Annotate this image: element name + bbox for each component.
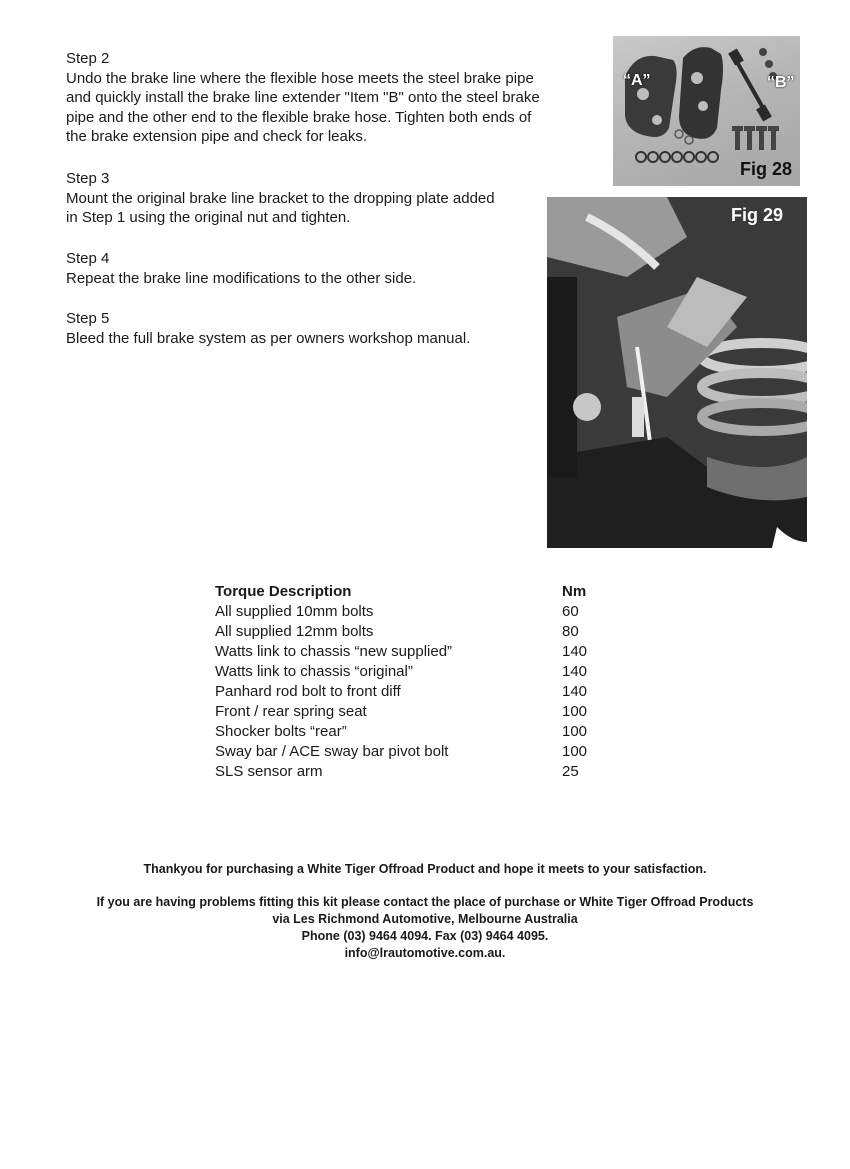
step-3-line-2: in Step 1 using the original nut and tighten. <box>66 209 351 226</box>
table-row <box>215 762 622 782</box>
torque-row-description: Front / rear spring seat <box>215 703 367 720</box>
torque-row-value: 60 <box>562 603 579 620</box>
fig-29-photo <box>547 197 807 548</box>
step-4 <box>66 249 601 288</box>
step-5-line-1: Bleed the full brake system as per owners workshop manual. <box>66 329 471 347</box>
step-5 <box>66 309 601 348</box>
footer-thanks-text: Thankyou for purchasing a White Tiger Offroad Product and hope it meets to your satisfaction. <box>143 862 707 876</box>
table-row <box>215 742 622 762</box>
torque-row-value: 80 <box>562 623 579 640</box>
step-3-line-1: Mount the original brake line bracket to the dropping plate added <box>66 189 495 207</box>
table-row <box>215 702 622 722</box>
torque-table-header <box>215 582 622 602</box>
torque-row-description: SLS sensor arm <box>215 763 323 780</box>
step-2-line-2: and quickly install the brake line extender "Item "B" onto the steel brake <box>66 89 540 106</box>
step-4-heading: Step 4 <box>66 250 110 267</box>
torque-row-value: 100 <box>562 723 588 740</box>
step-3-heading: Step 3 <box>66 170 110 187</box>
torque-row-description: Watts link to chassis “original” <box>215 663 413 680</box>
table-row <box>215 722 622 742</box>
fig-28-photo <box>613 36 800 186</box>
step-2-line-3: pipe and the other end to the flexible brake hose. Tighten both ends of <box>66 108 532 126</box>
torque-row-description: All supplied 12mm bolts <box>215 623 374 640</box>
table-row <box>215 622 622 642</box>
torque-row-value: 140 <box>562 683 588 700</box>
footer-contact <box>0 894 850 962</box>
step-5-heading: Step 5 <box>66 310 110 327</box>
torque-header-nm: Nm <box>562 583 587 600</box>
table-row <box>215 602 622 622</box>
step-4-line-1: Repeat the brake line modifications to the other side. <box>66 269 417 287</box>
fig-29-caption: Fig 29 <box>730 205 783 225</box>
step-2-line-4: the brake extension pipe and check for leaks. <box>66 128 368 145</box>
torque-row-value: 100 <box>562 703 588 720</box>
torque-row-description: Shocker bolts “rear” <box>215 723 347 740</box>
torque-row-value: 100 <box>562 743 588 760</box>
torque-row-value: 140 <box>562 663 588 680</box>
step-3 <box>66 169 601 228</box>
table-row <box>215 642 622 662</box>
footer-thanks <box>0 861 850 878</box>
footer-contact-line-3: Phone (03) 9464 4094. Fax (03) 9464 4095. <box>301 929 549 943</box>
footer-contact-line-1: If you are having problems fitting this kit please contact the place of purchase or White Tiger Offroad Products <box>96 895 754 909</box>
footer-contact-line-2: via Les Richmond Automotive, Melbourne Australia <box>272 912 578 926</box>
fig-28-label-a: “A” <box>623 72 651 89</box>
footer-contact-email[interactable]: info@lrautomotive.com.au. <box>344 946 506 960</box>
fig-28-label-b: “B” <box>767 74 795 91</box>
torque-row-description: Sway bar / ACE sway bar pivot bolt <box>215 743 449 760</box>
torque-row-value: 140 <box>562 643 588 660</box>
torque-row-description: Watts link to chassis “new supplied” <box>215 643 453 660</box>
torque-row-description: Panhard rod bolt to front diff <box>215 683 401 700</box>
table-row <box>215 662 622 682</box>
fig-29-brake-line-drawing <box>547 197 807 548</box>
table-row <box>215 682 622 702</box>
step-2-line-1: Undo the brake line where the flexible hose meets the steel brake pipe <box>66 69 534 87</box>
torque-table <box>215 582 622 782</box>
torque-row-description: All supplied 10mm bolts <box>215 603 374 620</box>
torque-header-description: Torque Description <box>215 583 352 600</box>
step-2-heading: Step 2 <box>66 50 110 67</box>
fig-28-caption: Fig 28 <box>739 159 792 179</box>
torque-row-value: 25 <box>562 763 579 780</box>
step-2 <box>66 49 601 147</box>
